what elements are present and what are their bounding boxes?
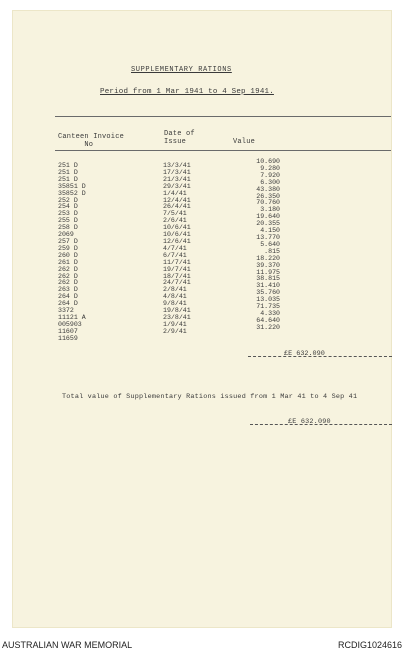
ration-value: 3.180 — [260, 206, 280, 214]
issue-date: 7/5/41 — [163, 210, 187, 218]
issue-date: 12/6/41 — [163, 237, 191, 245]
invoice-number: 264 D — [58, 293, 78, 301]
invoice-number: 251 D — [58, 168, 78, 176]
issue-date: 17/3/41 — [163, 168, 191, 176]
ration-value: 5.640 — [260, 240, 280, 248]
invoice-number: 262 D — [58, 279, 78, 287]
invoice-number: 254 D — [58, 203, 78, 211]
date-column — [163, 163, 191, 336]
invoice-number: 263 D — [58, 286, 78, 294]
period-line: Period from 1 Mar 1941 to 4 Sep 1941. — [100, 88, 274, 96]
invoice-number: 257 D — [58, 237, 78, 245]
invoice-number: 261 D — [58, 258, 78, 266]
invoice-number: 35852 D — [58, 189, 86, 197]
invoice-number: 262 D — [58, 265, 78, 273]
ration-value: 31.220 — [256, 323, 280, 331]
issue-date: 2/8/41 — [163, 286, 187, 294]
invoice-number: 11121 A — [58, 313, 86, 321]
footer-bar — [0, 639, 405, 653]
ration-value: 7.920 — [260, 171, 280, 179]
ration-value: 39.370 — [256, 261, 280, 269]
issue-date: 2/9/41 — [163, 327, 187, 335]
issue-date: 2/6/41 — [163, 217, 187, 225]
footer-source: AUSTRALIAN WAR MEMORIAL — [2, 640, 133, 650]
ration-value: 13.035 — [256, 296, 280, 304]
issue-date: 26/4/41 — [163, 203, 191, 211]
ration-value: 4.150 — [260, 227, 280, 235]
ration-value: 6.300 — [260, 178, 280, 186]
invoice-number: 3372 — [58, 307, 74, 315]
issue-date: 21/3/41 — [163, 175, 191, 183]
invoice-number: 251 D — [58, 175, 78, 183]
ration-value: 13.770 — [256, 233, 280, 241]
ration-value: 64.640 — [256, 316, 280, 324]
issue-date: 4/8/41 — [163, 293, 187, 301]
invoice-number: 252 D — [58, 196, 78, 204]
ration-value: 11.975 — [256, 268, 280, 276]
total-summary-line: Total value of Supplementary Rations issued from 1 Mar 41 to 4 Sep 41 — [62, 393, 358, 401]
issue-date: 29/3/41 — [163, 182, 191, 190]
invoice-number: 11659 — [58, 334, 78, 342]
ration-value: .815 — [264, 247, 280, 255]
issue-date: 23/8/41 — [163, 313, 191, 321]
issue-date: 11/7/41 — [163, 258, 191, 266]
ration-value: 26.350 — [256, 192, 280, 200]
value-column — [225, 159, 280, 332]
subtotal-amount: £E 632.090 — [284, 350, 325, 358]
ration-value: 70.760 — [256, 199, 280, 207]
issue-date: 12/4/41 — [163, 196, 191, 204]
invoice-column — [58, 163, 86, 343]
grand-total-amount: £E 632.090 — [288, 418, 331, 426]
ration-value: 18.220 — [256, 254, 280, 262]
invoice-number: 260 D — [58, 251, 78, 259]
ration-value: 31.410 — [256, 282, 280, 290]
ration-value: 19.640 — [256, 213, 280, 221]
ration-value: 43.380 — [256, 185, 280, 193]
invoice-number: 251 D — [58, 162, 78, 169]
ration-value: 9.280 — [260, 164, 280, 172]
issue-date: 9/8/41 — [163, 300, 187, 308]
invoice-number: 11607 — [58, 327, 78, 335]
issue-date: 13/3/41 — [163, 162, 191, 169]
header-value: Value — [233, 138, 256, 146]
invoice-number: 35851 D — [58, 182, 86, 190]
ration-value: 4.330 — [260, 309, 280, 317]
issue-date: 18/7/41 — [163, 272, 191, 280]
header-rule-top — [55, 116, 391, 117]
issue-date: 19/7/41 — [163, 265, 191, 273]
invoice-number: 259 D — [58, 244, 78, 252]
invoice-number: 258 D — [58, 224, 78, 232]
issue-date: 24/7/41 — [163, 279, 191, 287]
ration-value: 10.690 — [256, 158, 280, 165]
header-invoice: Canteen Invoice No — [58, 133, 125, 149]
invoice-number: 2069 — [58, 231, 74, 239]
issue-date: 1/4/41 — [163, 189, 187, 197]
issue-date: 19/8/41 — [163, 307, 191, 315]
issue-date: 6/7/41 — [163, 251, 187, 259]
invoice-number: 264 D — [58, 300, 78, 308]
invoice-number: 005903 — [58, 320, 82, 328]
ration-value: 20.355 — [256, 220, 280, 228]
invoice-number: 262 D — [58, 272, 78, 280]
footer-id: RCDIG1024616 — [337, 640, 402, 650]
issue-date: 4/7/41 — [163, 244, 187, 252]
issue-date: 10/6/41 — [163, 224, 191, 232]
header-date: Date of Issue — [164, 130, 195, 146]
ration-value: 35.760 — [256, 289, 280, 297]
issue-date: 1/9/41 — [163, 320, 187, 328]
invoice-number: 253 D — [58, 210, 78, 218]
ration-value: 38.815 — [256, 275, 280, 283]
issue-date: 10/6/41 — [163, 231, 191, 239]
document-title: SUPPLEMENTARY RATIONS — [131, 66, 232, 74]
header-rule-bottom — [55, 150, 391, 151]
ration-value: 71.735 — [256, 303, 280, 311]
invoice-number: 255 D — [58, 217, 78, 225]
